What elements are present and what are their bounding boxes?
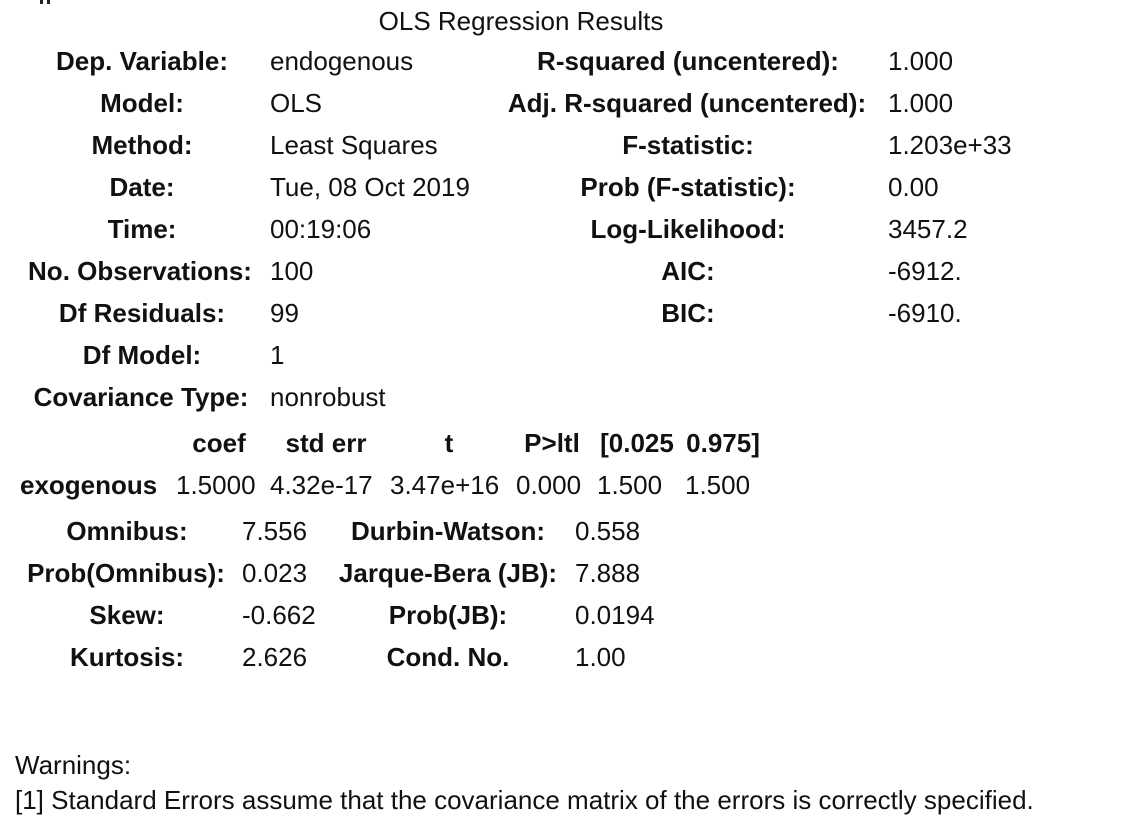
f-statistic-label: F-statistic: xyxy=(622,130,754,160)
durbin-watson-label: Durbin-Watson: xyxy=(351,516,545,546)
t-header: t xyxy=(444,428,454,458)
model-label: Model: xyxy=(100,88,184,118)
ci-upper-header: 0.975] xyxy=(686,428,760,458)
prob-omnibus-value: 0.023 xyxy=(242,558,308,588)
observations-label: No. Observations: xyxy=(28,256,252,286)
p-value: 0.000 xyxy=(516,470,582,500)
std-err-value: 4.32e-17 xyxy=(270,470,373,500)
observations-value: 100 xyxy=(270,256,314,286)
df-residuals-value: 99 xyxy=(270,298,299,328)
coef-header: coef xyxy=(192,428,246,458)
prob-omnibus-label: Prob(Omnibus): xyxy=(27,558,225,588)
prob-jb-value: 0.0194 xyxy=(575,600,655,630)
log-likelihood-label: Log-Likelihood: xyxy=(590,214,786,244)
jarque-bera-value: 7.888 xyxy=(575,558,641,588)
jarque-bera-label: Jarque-Bera (JB): xyxy=(338,558,558,588)
table-title: OLS Regression Results xyxy=(378,6,664,36)
r-squared-value: 1.000 xyxy=(888,46,954,76)
cond-no-value: 1.00 xyxy=(575,642,626,672)
ci-lower-header: [0.025 xyxy=(600,428,674,458)
df-model-value: 1 xyxy=(270,340,285,370)
coef-value: 1.5000 xyxy=(176,470,256,500)
method-value: Least Squares xyxy=(270,130,438,160)
bic-value: -6910. xyxy=(888,298,962,328)
f-statistic-value: 1.203e+33 xyxy=(888,130,1012,160)
date-value: Tue, 08 Oct 2019 xyxy=(270,172,470,202)
time-value: 00:19:06 xyxy=(270,214,372,244)
t-value: 3.47e+16 xyxy=(390,470,500,500)
kurtosis-value: 2.626 xyxy=(242,642,308,672)
cropped-output-marker xyxy=(40,0,50,4)
omnibus-label: Omnibus: xyxy=(66,516,188,546)
coef-row-name: exogenous xyxy=(20,470,158,500)
covariance-type-label: Covariance Type: xyxy=(33,382,249,412)
prob-f-statistic-value: 0.00 xyxy=(888,172,939,202)
omnibus-value: 7.556 xyxy=(242,516,308,546)
prob-f-statistic-label: Prob (F-statistic): xyxy=(580,172,796,202)
skew-label: Skew: xyxy=(89,600,165,630)
aic-label: AIC: xyxy=(661,256,715,286)
dep-variable-value: endogenous xyxy=(270,46,414,76)
adj-r-squared-label: Adj. R-squared (uncentered): xyxy=(507,88,867,118)
bic-label: BIC: xyxy=(661,298,715,328)
df-residuals-label: Df Residuals: xyxy=(58,298,226,328)
df-model-label: Df Model: xyxy=(82,340,202,370)
std-err-header: std err xyxy=(285,428,367,458)
kurtosis-label: Kurtosis: xyxy=(69,642,185,672)
r-squared-label: R-squared (uncentered): xyxy=(537,46,839,76)
warnings-heading: Warnings: xyxy=(15,750,132,780)
method-label: Method: xyxy=(91,130,193,160)
cond-no-label: Cond. No. xyxy=(386,642,510,672)
ci-upper-value: 1.500 xyxy=(685,470,751,500)
adj-r-squared-value: 1.000 xyxy=(888,88,954,118)
durbin-watson-value: 0.558 xyxy=(575,516,641,546)
p-value-header: P>ltl xyxy=(524,428,580,458)
skew-value: -0.662 xyxy=(242,600,316,630)
ci-lower-value: 1.500 xyxy=(597,470,663,500)
date-label: Date: xyxy=(109,172,175,202)
prob-jb-label: Prob(JB): xyxy=(388,600,508,630)
aic-value: -6912. xyxy=(888,256,962,286)
dep-variable-label: Dep. Variable: xyxy=(56,46,228,76)
log-likelihood-value: 3457.2 xyxy=(888,214,968,244)
model-value: OLS xyxy=(270,88,323,118)
covariance-type-value: nonrobust xyxy=(270,382,386,412)
time-label: Time: xyxy=(107,214,177,244)
warning-item: [1] Standard Errors assume that the covariance matrix of the errors is correctly specified. xyxy=(15,785,1034,815)
